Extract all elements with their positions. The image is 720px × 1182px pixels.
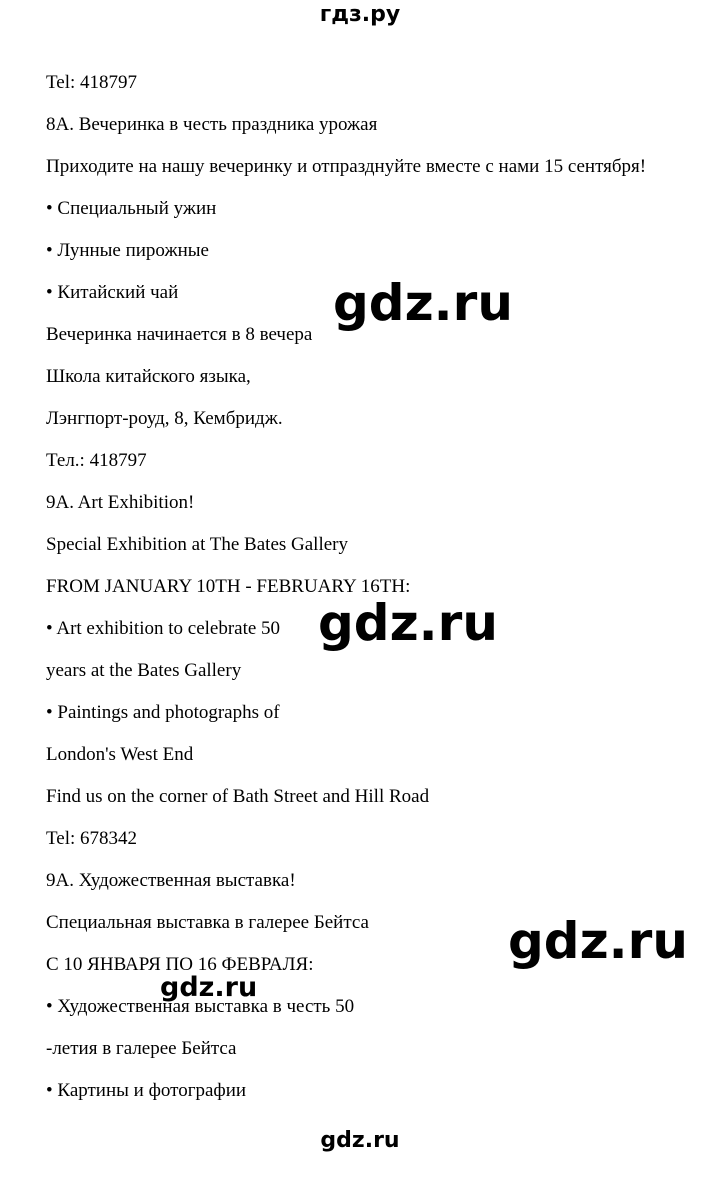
text-line: • Художественная выставка в честь 50 bbox=[46, 996, 355, 1017]
text-line: Лэнгпорт-роуд, 8, Кембридж. bbox=[46, 408, 283, 429]
text-line: • Art exhibition to celebrate 50 bbox=[46, 618, 281, 639]
text-line: • Картины и фотографии bbox=[46, 1080, 247, 1101]
text-line: Специальная выставка в галерее Бейтса bbox=[46, 912, 369, 933]
site-header: гдз.ру bbox=[319, 2, 401, 27]
text-line: Школа китайского языка, bbox=[46, 366, 251, 387]
text-line: 9A. Художественная выставка! bbox=[46, 870, 296, 891]
text-line: 9A. Art Exhibition! bbox=[46, 492, 195, 513]
watermark: gdz.ru bbox=[508, 912, 688, 970]
text-line: Special Exhibition at The Bates Gallery bbox=[46, 534, 348, 555]
text-line: Вечеринка начинается в 8 вечера bbox=[46, 324, 313, 345]
text-line: FROM JANUARY 10TH - FEBRUARY 16TH: bbox=[46, 576, 411, 597]
text-line: • Китайский чай bbox=[46, 282, 179, 303]
text-line: Tel: 418797 bbox=[46, 72, 138, 93]
text-line: Find us on the corner of Bath Street and Hill Road bbox=[46, 786, 430, 807]
text-line: • Paintings and photographs of bbox=[46, 702, 280, 723]
text-line: London's West End bbox=[46, 744, 194, 765]
text-line: Tel: 678342 bbox=[46, 828, 138, 849]
text-line: С 10 ЯНВАРЯ ПО 16 ФЕВРАЛЯ: bbox=[46, 954, 314, 975]
watermark: gdz.ru bbox=[318, 594, 498, 652]
site-footer: gdz.ru bbox=[320, 1128, 400, 1153]
text-line: • Специальный ужин bbox=[46, 198, 217, 219]
watermark: gdz.ru bbox=[333, 274, 513, 332]
text-line: years at the Bates Gallery bbox=[46, 660, 242, 681]
text-line: Приходите на нашу вечеринку и отпразднуйте вместе с нами 15 сентября! bbox=[46, 156, 647, 177]
watermark: gdz.ru bbox=[160, 972, 258, 1003]
text-line: 8A. Вечеринка в честь праздника урожая bbox=[46, 114, 378, 135]
text-line: Тел.: 418797 bbox=[46, 450, 147, 471]
text-line: -летия в галерее Бейтса bbox=[46, 1038, 237, 1059]
text-line: • Лунные пирожные bbox=[46, 240, 209, 261]
